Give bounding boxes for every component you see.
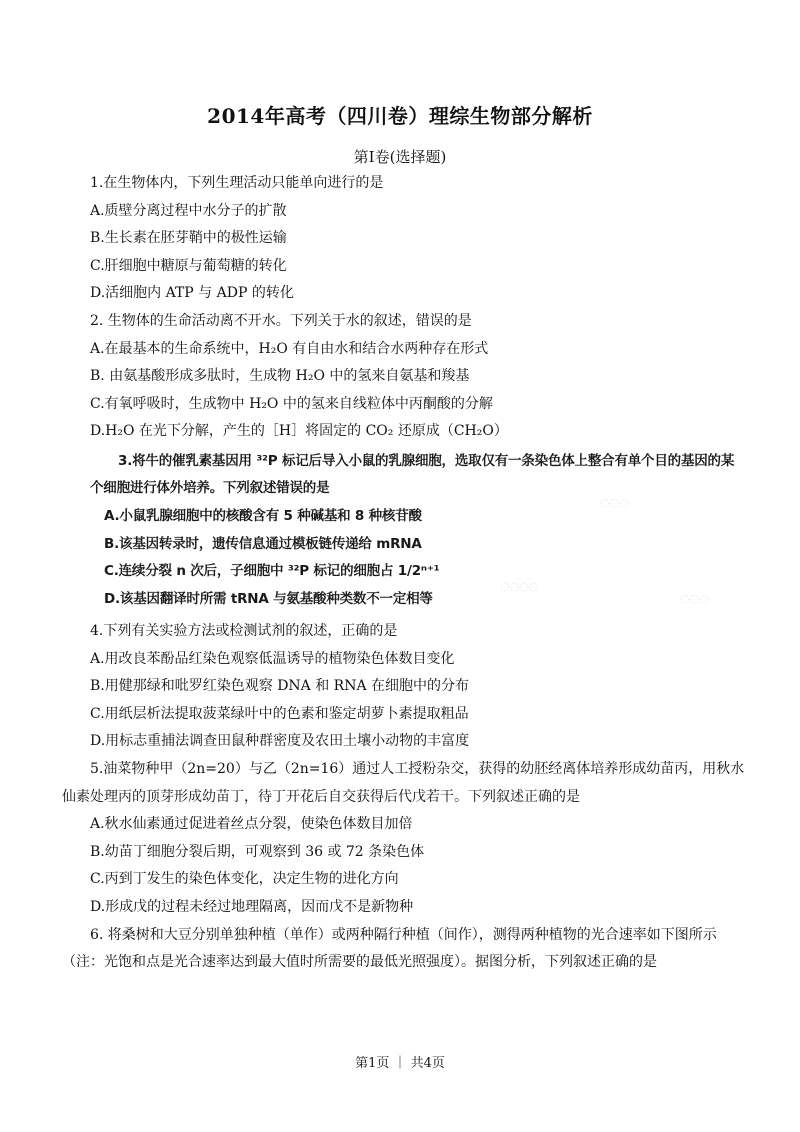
q4-stem: 4.下列有关实验方法或检测试剂的叙述，正确的是 <box>90 623 398 639</box>
q5-stem-line2: 仙素处理丙的顶芽形成幼苗丁，待丁开花后自交获得后代戊若干。下列叙述正确的是 <box>62 789 580 805</box>
q6-stem-line2: （注：光饱和点是光合速率达到最大值时所需要的最低光照强度）。据图分析，下列叙述正确的是 <box>62 954 657 970</box>
q3-option-b: B.该基因转录时，遗传信息通过模板链传递给 mRNA <box>104 536 422 552</box>
q4-option-d: D.用标志重捕法调查田鼠种群密度及农田土壤小动物的丰富度 <box>90 733 470 749</box>
q1-stem: 1.在生物体内，下列生理活动只能单向进行的是 <box>90 175 384 191</box>
q2-option-b: B. 由氨基酸形成多肽时，生成物 H₂O 中的氢来自氨基和羧基 <box>90 368 470 384</box>
q2-option-a: A.在最基本的生命系统中，H₂O 有自由水和结合水两种存在形式 <box>90 341 489 357</box>
q1-option-d: D.活细胞内 ATP 与 ADP 的转化 <box>90 285 294 301</box>
q5-stem-line1: 5.油菜物种甲（2n=20）与乙（2n=16）通过人工授粉杂交，获得的幼胚经离体培养形成幼苗丙，用秋水 <box>90 761 745 777</box>
q2-option-d: D.H₂O 在光下分解，产生的［H］将固定的 CO₂ 还原成（CH₂O） <box>90 423 508 439</box>
section-heading: 第Ⅰ卷(选择题) <box>353 148 447 166</box>
page-footer: 第1页 ｜ 共4页 <box>355 1056 445 1071</box>
q3-stem-line2: 个细胞进行体外培养。下列叙述错误的是 <box>90 480 330 496</box>
watermark-smudge: ◌◌◌ <box>600 496 629 509</box>
q4-option-c: C.用纸层析法提取菠菜绿叶中的色素和鉴定胡萝卜素提取粗品 <box>90 706 469 722</box>
q5-option-d: D.形成戊的过程未经过地理隔离，因而戊不是新物种 <box>90 899 414 915</box>
q3-stem-line1: 3.将牛的催乳素基因用 ³²P 标记后导入小鼠的乳腺细胞，选取仅有一条染色体上整合有单个目的基因的某 <box>118 453 735 469</box>
q5-option-a: A.秋水仙素通过促进着丝点分裂，使染色体数目加倍 <box>90 816 413 832</box>
q1-option-c: C.肝细胞中糖原与葡萄糖的转化 <box>90 258 287 274</box>
q5-option-c: C.丙到丁发生的染色体变化，决定生物的进化方向 <box>90 871 399 887</box>
q4-option-a: A.用改良苯酚品红染色观察低温诱导的植物染色体数目变化 <box>90 651 455 667</box>
page-title: 2014年高考（四川卷）理综生物部分解析 <box>207 104 593 128</box>
watermark-smudge: ◌◌◌ <box>680 592 709 605</box>
q3-option-c: C.连续分裂 n 次后，子细胞中 ³²P 标记的细胞占 1/2ⁿ⁺¹ <box>104 563 440 579</box>
q4-option-b: B.用健那绿和吡罗红染色观察 DNA 和 RNA 在细胞中的分布 <box>90 678 470 694</box>
q2-option-c: C.有氧呼吸时，生成物中 H₂O 中的氢来自线粒体中丙酮酸的分解 <box>90 396 493 412</box>
q3-option-a: A.小鼠乳腺细胞中的核酸含有 5 种碱基和 8 种核苷酸 <box>104 508 422 524</box>
q1-option-a: A.质壁分离过程中水分子的扩散 <box>90 203 287 219</box>
q5-option-b: B.幼苗丁细胞分裂后期，可观察到 36 或 72 条染色体 <box>90 844 425 860</box>
q3-option-d: D.该基因翻译时所需 tRNA 与氨基酸种类数不一定相等 <box>104 591 433 607</box>
q6-stem-line1: 6. 将桑树和大豆分别单独种植（单作）或两种隔行种植（间作），测得两种植物的光合速率如下图所示 <box>90 927 717 943</box>
watermark-smudge: ◌◌◌◌ <box>500 580 539 593</box>
q1-option-b: B.生长素在胚芽鞘中的极性运输 <box>90 230 287 246</box>
q2-stem: 2. 生物体的生命活动离不开水。下列关于水的叙述，错误的是 <box>90 313 472 329</box>
